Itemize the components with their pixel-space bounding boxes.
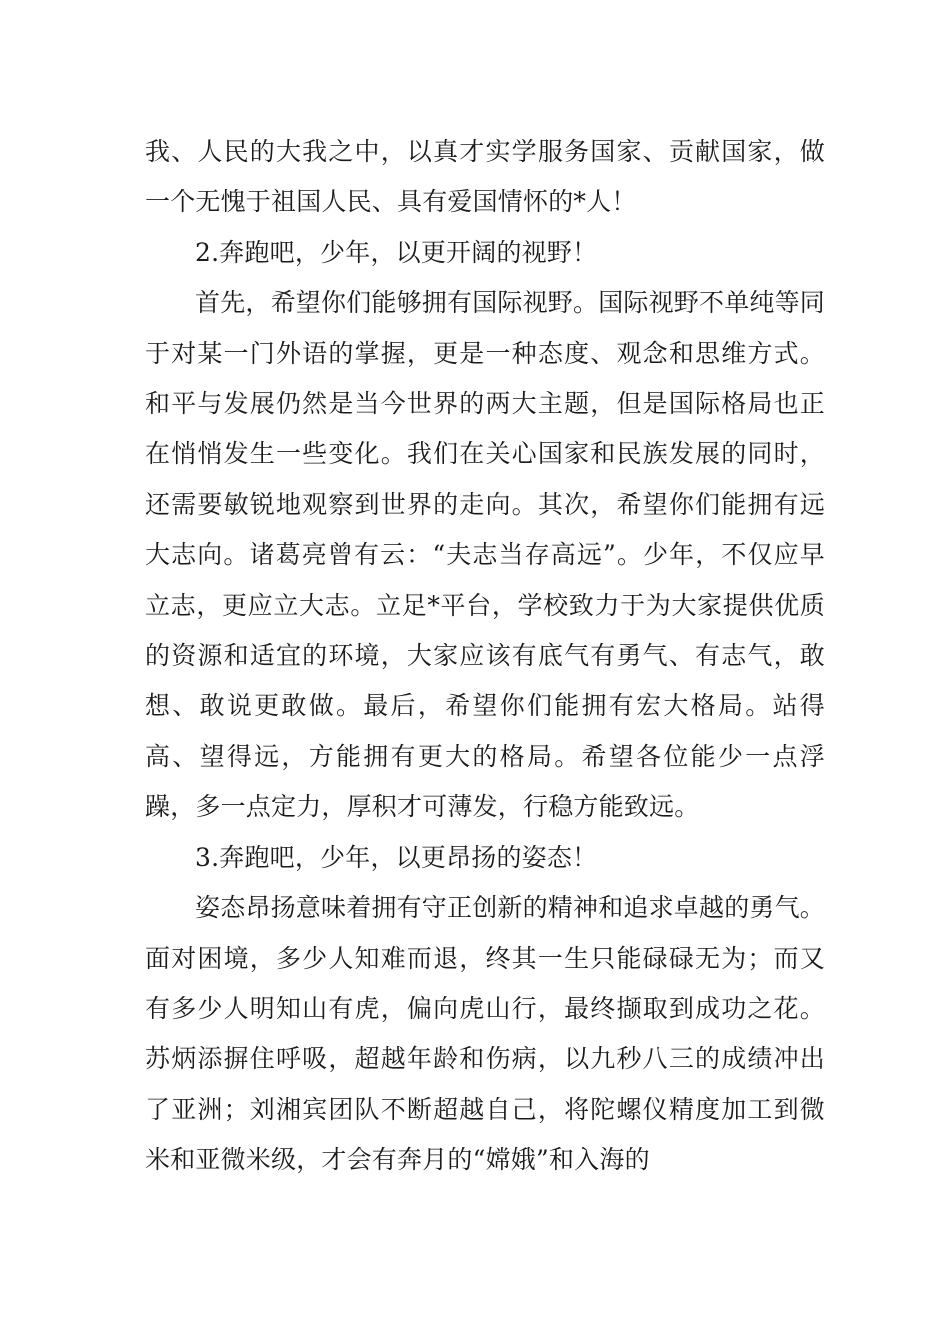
paragraph-international-vision: 首先，希望你们能够拥有国际视野。国际视野不单纯等同于对某一门外语的掌握，更是一种态度、观念和思维方式。和平与发展仍然是当今世界的两大主题，但是国际格局也正在悄悄发生一些变化。我们在关心国家和民族发展的同时，还需要敏锐地观察到世界的走向。其次，希望你们能拥有远大志向。诸葛亮曾有云：“夫志当存高远”。少年，不仅应早立志，更应立大志。立足*平台，学校致力于为大家提供优质的资源和适宜的环境，大家应该有底气有勇气、有志气，敢想、敢说更敢做。最后，希望你们能拥有宏大格局。站得高、望得远，方能拥有更大的格局。希望各位能少一点浮躁，多一点定力，厚积才可薄发，行稳方能致远。 bbox=[145, 288, 826, 822]
paragraph-continuation: 我、人民的大我之中，以真才实学服务国家、贡献国家，做一个无愧于祖国人民、具有爱国情怀的*人！ bbox=[145, 137, 825, 217]
paragraph-posture: 姿态昂扬意味着拥有守正创新的精神和追求卓越的勇气。面对困境，多少人知难而退，终其一生只能碌碌无为；而又有多少人明知山有虎，偏向虎山行，最终撷取到成功之花。苏炳添摒住呼吸，超越年龄和伤病，以九秒八三的成绩冲出了亚洲；刘湘宾团队不断超越自己，将陀螺仪精度加工到微米和亚微米级，才会有奔月的“嫦娥”和入海的 bbox=[145, 893, 826, 1175]
section-heading-3: 3.奔跑吧，少年，以更昂扬的姿态！ bbox=[195, 842, 598, 872]
document-body bbox=[145, 127, 825, 1186]
section-heading-2: 2.奔跑吧，少年，以更开阔的视野！ bbox=[195, 237, 598, 267]
